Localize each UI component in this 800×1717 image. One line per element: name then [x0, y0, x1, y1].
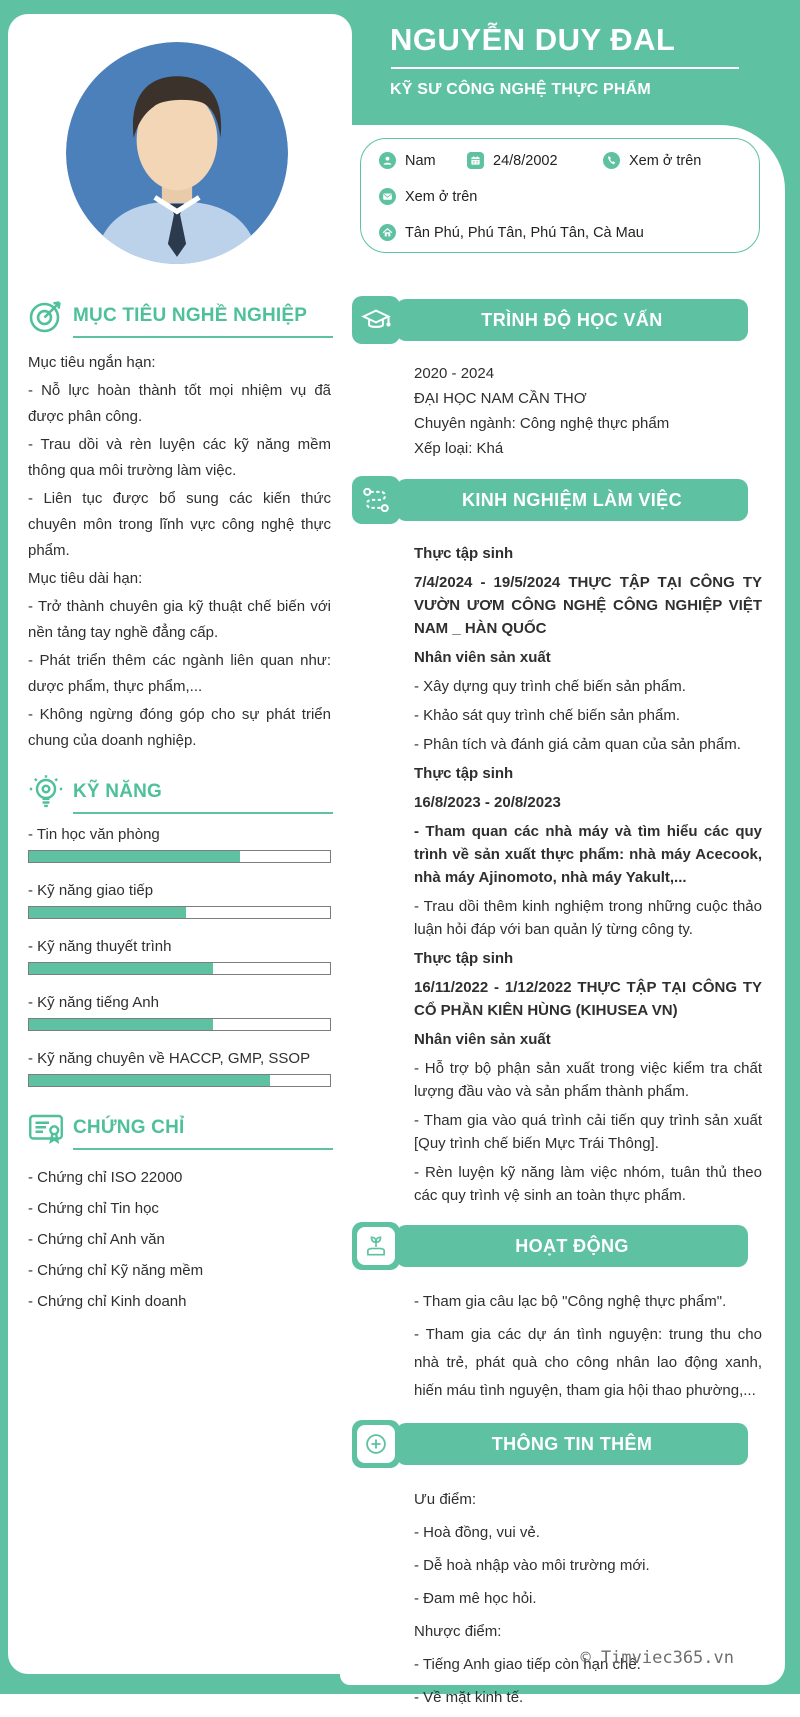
certificate-item: - Chứng chỉ Tin học: [28, 1200, 159, 1217]
section-title-bar: [396, 1423, 748, 1465]
skill-label: - Tin học văn phòng: [28, 826, 160, 843]
skill-bar: [28, 850, 331, 863]
certificate-item: - Chứng chỉ Kinh doanh: [28, 1293, 187, 1310]
experience-line: - Xây dựng quy trình chế biến sản phẩm.: [414, 678, 686, 695]
phone-value: Xem ở trên: [629, 152, 702, 169]
section-title-bar: [396, 1225, 748, 1267]
skill-bar-fill: [29, 963, 213, 974]
skill-bar-fill: [29, 907, 186, 918]
info-row: [379, 152, 741, 169]
certificate-item: - Chứng chỉ Anh văn: [28, 1231, 165, 1248]
section-underline: [73, 1148, 333, 1150]
hands-plant-icon: [352, 1222, 400, 1270]
skill-bar: [28, 1018, 331, 1031]
education-line: ĐẠI HỌC NAM CẦN THƠ: [414, 390, 587, 407]
section-title: HOẠT ĐỘNG: [515, 1235, 629, 1256]
mail-icon: [379, 188, 396, 205]
address-value: Tân Phú, Phú Tân, Phú Tân, Cà Mau: [405, 224, 644, 241]
home-icon: [379, 224, 396, 241]
section-title: MỤC TIÊU NGHỀ NGHIỆP: [73, 305, 308, 326]
phone-icon: [603, 152, 620, 169]
additional-line: - Đam mê học hỏi.: [414, 1590, 537, 1607]
candidate-name: NGUYỄN DUY ĐAL: [390, 22, 676, 57]
additional-line: Ưu điểm:: [414, 1491, 476, 1508]
header-block: [352, 0, 800, 125]
education-header: [352, 296, 762, 344]
objective-line: - Không ngừng đóng góp cho sự phát triển chung của doanh nghiệp.: [28, 706, 331, 749]
experience-header: [352, 476, 762, 524]
skill-bar-fill: [29, 1019, 213, 1030]
gender-field: [379, 152, 467, 169]
address-field: [379, 224, 644, 241]
skill-label: - Kỹ năng giao tiếp: [28, 882, 154, 899]
experience-line: Thực tập sinh: [414, 950, 514, 967]
skill-label: - Kỹ năng tiếng Anh: [28, 994, 159, 1011]
skill-bar: [28, 962, 331, 975]
section-title: TRÌNH ĐỘ HỌC VẤN: [481, 309, 663, 330]
experience-line: 7/4/2024 - 19/5/2024 THỰC TẬP TẠI CÔNG TY VƯỜN ƯƠM CÔNG NGHỆ CÔNG NGHIỆP VIỆT NAM _ HÀN QUỐC: [414, 574, 762, 637]
email-value: Xem ở trên: [405, 188, 478, 205]
certificate-item: - Chứng chỉ Kỹ năng mềm: [28, 1262, 204, 1279]
education-line: 2020 - 2024: [414, 365, 495, 382]
education-line: Xếp loại: Khá: [414, 440, 504, 457]
certificates-section: [28, 1106, 331, 1317]
additional-line: - Hoà đồng, vui vẻ.: [414, 1524, 540, 1541]
experience-line: - Phân tích và đánh giá cảm quan của sản phẩm.: [414, 736, 741, 753]
skill-item: [28, 994, 331, 1031]
experience-line: Nhân viên sản xuất: [414, 649, 551, 666]
info-row: [379, 188, 741, 205]
phone-field: [603, 152, 701, 169]
avatar-illustration: [66, 42, 288, 264]
objective-line: - Phát triển thêm các ngành liên quan như: dược phẩm, thực phẩm,...: [28, 652, 331, 695]
objective-line: - Trở thành chuyên gia kỹ thuật chế biến với nền tảng tay nghề đẳng cấp.: [28, 598, 331, 641]
certificate-icon: [28, 1110, 64, 1146]
skill-bar-fill: [29, 851, 240, 862]
additional-body: [414, 1486, 762, 1712]
graduation-cap-icon: [352, 296, 400, 344]
lightbulb-gear-icon: [28, 774, 64, 810]
section-title: CHỨNG CHỈ: [73, 1117, 185, 1138]
watermark-credit: © Timviec365.vn: [580, 1648, 734, 1668]
activities-body: [414, 1288, 762, 1405]
personal-info-panel: [360, 138, 760, 253]
experience-line: Thực tập sinh: [414, 545, 514, 562]
avatar: [66, 42, 288, 264]
route-icon: [352, 476, 400, 524]
certificates-list: [28, 1162, 331, 1317]
certificates-header: [28, 1106, 331, 1150]
target-icon: [28, 298, 64, 334]
section-title: KINH NGHIỆM LÀM VIỆC: [461, 489, 682, 510]
skill-bar: [28, 906, 331, 919]
skill-item: [28, 882, 331, 919]
additional-line: - Tiếng Anh giao tiếp còn hạn chế.: [414, 1656, 641, 1673]
objective-body: [28, 350, 331, 754]
experience-line: Nhân viên sản xuất: [414, 1031, 551, 1048]
objective-line: Mục tiêu dài hạn:: [28, 570, 143, 587]
experience-line: Thực tập sinh: [414, 765, 514, 782]
additional-header: [352, 1420, 762, 1468]
objective-header: [28, 294, 331, 338]
activity-paragraph: - Tham gia câu lạc bộ "Công nghệ thực phẩm".: [414, 1293, 727, 1310]
skills-header: [28, 770, 331, 814]
skill-label: - Kỹ năng thuyết trình: [28, 938, 172, 955]
skill-bar: [28, 1074, 331, 1087]
skill-item: [28, 938, 331, 975]
right-column: [352, 288, 762, 1717]
experience-line: - Khảo sát quy trình chế biến sản phẩm.: [414, 707, 680, 724]
section-underline: [73, 336, 333, 338]
skill-item: [28, 1050, 331, 1087]
additional-line: Nhược điểm:: [414, 1623, 502, 1640]
education-line: Chuyên ngành: Công nghệ thực phẩm: [414, 415, 670, 432]
objective-line: - Trau dồi và rèn luyện các kỹ năng mềm thông qua môi trường làm việc.: [28, 436, 331, 479]
birthdate-value: 24/8/2002: [493, 152, 558, 169]
section-title-bar: [396, 299, 748, 341]
email-field: [379, 188, 477, 205]
activity-paragraph: - Tham gia các dự án tình nguyện: trung thu cho nhà trẻ, phát quà cho công nhân lao động xanh, hiến máu tình nguyện, tham gia hội thao phường,...: [414, 1326, 762, 1399]
name-underline: [391, 67, 739, 69]
section-title-bar: [396, 479, 748, 521]
additional-line: - Về mặt kinh tế.: [414, 1689, 524, 1706]
experience-line: - Tham gia vào quá trình cải tiến quy trình sản xuất [Quy trình chế biến Mực Trái Thông].: [414, 1112, 762, 1152]
objective-section: [28, 294, 331, 754]
calendar-icon: [467, 152, 484, 169]
objective-line: Mục tiêu ngắn hạn:: [28, 354, 156, 371]
experience-line: - Tham quan các nhà máy và tìm hiểu các quy trình về sản xuất thực phẩm: nhà máy Acecook, nhà máy Ajinomoto, nhà máy Yakult,...: [414, 823, 762, 886]
job-title: KỸ SƯ CÔNG NGHỆ THỰC PHẨM: [390, 81, 651, 98]
objective-line: - Liên tục được bổ sung các kiến thức chuyên môn trong lĩnh vực công nghệ thực phẩm.: [28, 490, 331, 559]
left-column: [28, 288, 331, 1317]
section-title: THÔNG TIN THÊM: [491, 1433, 653, 1454]
objective-line: - Nỗ lực hoàn thành tốt mọi nhiệm vụ đã được phân công.: [28, 382, 331, 425]
birthdate-field: [467, 152, 603, 169]
info-row: [379, 224, 741, 241]
skills-list: [28, 826, 331, 1087]
experience-line: - Hỗ trợ bộ phận sản xuất trong việc kiểm tra chất lượng đầu vào và sản phẩm thành phẩm.: [414, 1060, 762, 1100]
additional-line: - Dễ hoà nhập vào môi trường mới.: [414, 1557, 650, 1574]
person-icon: [379, 152, 396, 169]
certificate-item: - Chứng chỉ ISO 22000: [28, 1169, 183, 1186]
section-underline: [73, 812, 333, 814]
experience-line: - Rèn luyện kỹ năng làm việc nhóm, tuân thủ theo các quy trình vệ sinh an toàn thực phẩm.: [414, 1164, 762, 1204]
section-title: KỸ NĂNG: [73, 781, 163, 802]
activities-header: [352, 1222, 762, 1270]
plus-circle-icon: [352, 1420, 400, 1468]
experience-body: [414, 542, 762, 1207]
skills-section: [28, 770, 331, 1087]
skill-label: - Kỹ năng chuyên về HACCP, GMP, SSOP: [28, 1050, 311, 1067]
skill-bar-fill: [29, 1075, 270, 1086]
experience-line: 16/8/2023 - 20/8/2023: [414, 794, 561, 811]
education-body: [414, 362, 762, 461]
experience-line: 16/11/2022 - 1/12/2022 THỰC TẬP TẠI CÔNG TY CỔ PHẦN KIÊN HÙNG (KIHUSEA VN): [414, 979, 762, 1019]
skill-item: [28, 826, 331, 863]
gender-value: Nam: [405, 152, 436, 169]
experience-line: - Trau dồi thêm kinh nghiệm trong những cuộc thảo luận hỏi đáp với ban quản lý từng công ty.: [414, 898, 762, 938]
